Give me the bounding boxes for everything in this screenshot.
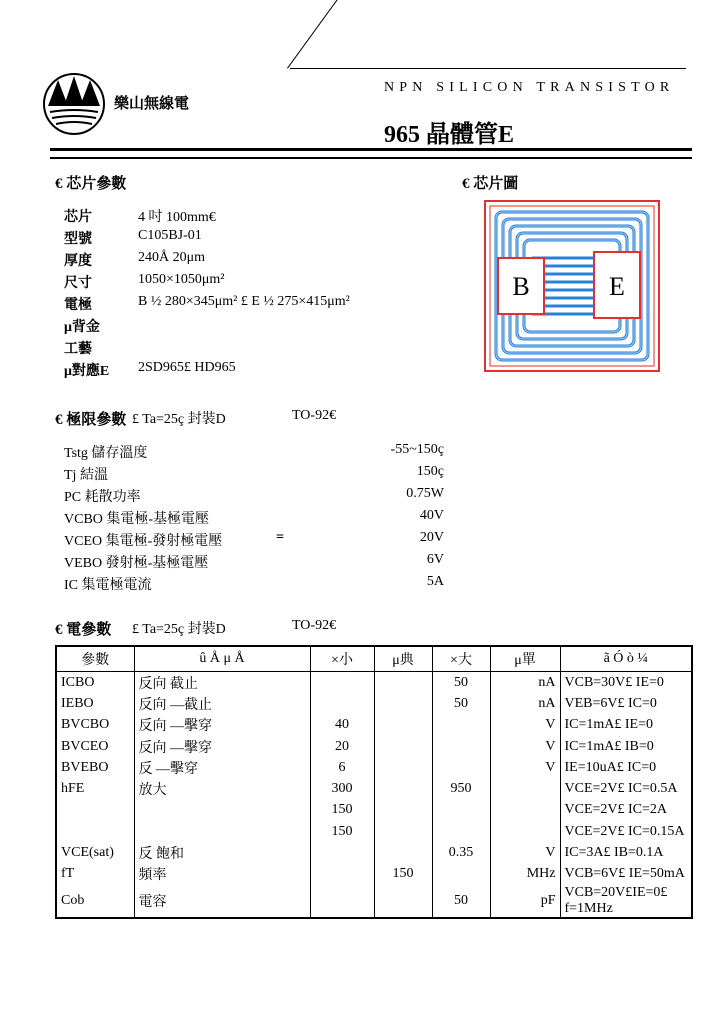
chip-param-label: 電極 bbox=[64, 298, 92, 313]
cell-max: 50 bbox=[432, 672, 490, 694]
chip-param-label: 芯片 bbox=[64, 210, 92, 225]
cell-condition: IC=3A£ IB=0.1A bbox=[560, 842, 692, 863]
model-title: 965 晶體管E bbox=[384, 122, 515, 148]
table-row bbox=[56, 842, 692, 863]
electrical-condition: £ Ta=25ç 封裝D bbox=[132, 622, 226, 637]
cell-max: 50 bbox=[432, 693, 490, 714]
cell-name: 反 飽和 bbox=[134, 842, 310, 863]
chip-param-label: 型號 bbox=[64, 232, 92, 247]
rating-value: 20V bbox=[419, 530, 444, 545]
cell-unit bbox=[490, 800, 560, 821]
divider-thin bbox=[50, 157, 692, 159]
rating-symbol: VCEO 集電極-發射極電壓 bbox=[64, 534, 223, 549]
cell-condition: VCB=6V£ IE=50mA bbox=[560, 864, 692, 885]
chip-param-label: μ背金 bbox=[64, 320, 100, 335]
table-row bbox=[56, 778, 692, 799]
table-row bbox=[56, 800, 692, 821]
cell-param: VCE(sat) bbox=[56, 842, 134, 863]
cell-typ bbox=[374, 821, 432, 842]
cell-typ bbox=[374, 842, 432, 863]
rating-symbol: IC 集電極電流 bbox=[64, 578, 152, 593]
cell-param: BVCEO bbox=[56, 736, 134, 757]
cell-name: 放大 bbox=[134, 778, 310, 799]
table-row bbox=[56, 821, 692, 842]
cell-max bbox=[432, 757, 490, 778]
rating-value: 150ç bbox=[416, 464, 444, 479]
cell-unit bbox=[490, 778, 560, 799]
col-header-max: ×大 bbox=[432, 646, 490, 672]
rating-symbol: Tstg 儲存溫度 bbox=[64, 446, 148, 461]
cell-unit: nA bbox=[490, 672, 560, 694]
chip-param-label: 厚度 bbox=[64, 254, 92, 269]
chip-param-value: C105BJ-01 bbox=[138, 228, 202, 243]
cell-max bbox=[432, 736, 490, 757]
col-header-condition: ã Ó ò ¼ bbox=[560, 646, 692, 672]
cell-name: 反 —擊穿 bbox=[134, 757, 310, 778]
cell-min: 150 bbox=[310, 821, 374, 842]
cell-param: Cob bbox=[56, 885, 134, 918]
cell-max bbox=[432, 800, 490, 821]
rating-mark: = bbox=[276, 530, 284, 545]
cell-max bbox=[432, 821, 490, 842]
cell-max bbox=[432, 864, 490, 885]
col-header-name: û Å μ Å bbox=[134, 646, 310, 672]
cell-name: 頻率 bbox=[134, 864, 310, 885]
cell-max bbox=[432, 715, 490, 736]
rating-value: 40V bbox=[419, 508, 444, 523]
cell-condition: VCE=2V£ IC=2A bbox=[560, 800, 692, 821]
cell-typ bbox=[374, 885, 432, 918]
chip-param-label: 工藝 bbox=[64, 342, 92, 357]
table-row bbox=[56, 885, 692, 918]
cell-condition: IC=1mA£ IB=0 bbox=[560, 736, 692, 757]
chip-diagram-title: € 芯片圖 bbox=[462, 176, 519, 192]
cell-unit: V bbox=[490, 757, 560, 778]
cell-typ bbox=[374, 778, 432, 799]
cell-condition: IC=1mA£ IE=0 bbox=[560, 715, 692, 736]
rating-value: 6V bbox=[426, 552, 444, 567]
cell-name: 反向 —截止 bbox=[134, 693, 310, 714]
rating-symbol: VCBO 集電極-基極電壓 bbox=[64, 512, 210, 527]
cell-condition: VCB=30V£ IE=0 bbox=[560, 672, 692, 694]
cell-typ: 150 bbox=[374, 864, 432, 885]
chip-param-value: 240Å 20μm bbox=[138, 250, 206, 265]
cell-min: 40 bbox=[310, 715, 374, 736]
header-diagonal bbox=[287, 0, 341, 69]
chip-param-value: 4 吋 100mm€ bbox=[138, 210, 216, 225]
cell-condition: VCE=2V£ IC=0.15A bbox=[560, 821, 692, 842]
cell-unit: pF bbox=[490, 885, 560, 918]
cell-min: 300 bbox=[310, 778, 374, 799]
chip-param-label: 尺寸 bbox=[64, 276, 92, 291]
cell-unit: V bbox=[490, 736, 560, 757]
product-subtitle: NPN SILICON TRANSISTOR bbox=[384, 80, 675, 95]
cell-unit: V bbox=[490, 715, 560, 736]
cell-min bbox=[310, 672, 374, 694]
company-logo-icon bbox=[42, 72, 106, 136]
col-header-typ: μ典 bbox=[374, 646, 432, 672]
cell-name bbox=[134, 821, 310, 842]
rating-value: -55~150ç bbox=[390, 442, 444, 457]
cell-param bbox=[56, 821, 134, 842]
cell-typ bbox=[374, 800, 432, 821]
cell-condition: IE=10uA£ IC=0 bbox=[560, 757, 692, 778]
cell-condition: VCB=20V£IE=0£ f=1MHz bbox=[560, 885, 692, 918]
header-line bbox=[290, 68, 686, 69]
cell-unit bbox=[490, 821, 560, 842]
chip-param-value: 1050×1050μm² bbox=[138, 272, 225, 287]
rating-value: 0.75W bbox=[406, 486, 444, 501]
cell-unit: V bbox=[490, 842, 560, 863]
col-header-param: 參數 bbox=[56, 646, 134, 672]
cell-max: 950 bbox=[432, 778, 490, 799]
table-header-row bbox=[56, 646, 692, 672]
cell-typ bbox=[374, 672, 432, 694]
cell-min bbox=[310, 842, 374, 863]
cell-min bbox=[310, 885, 374, 918]
chip-param-value: B ½ 280×345μm² £ E ½ 275×415μm² bbox=[138, 294, 350, 309]
cell-condition: VCE=2V£ IC=0.5A bbox=[560, 778, 692, 799]
ratings-condition: £ Ta=25ç 封裝D bbox=[132, 412, 226, 427]
divider-thick bbox=[50, 148, 692, 151]
cell-typ bbox=[374, 693, 432, 714]
pad-e-label: E bbox=[609, 272, 625, 301]
table-row bbox=[56, 757, 692, 778]
cell-name: 反向 —擊穿 bbox=[134, 715, 310, 736]
cell-param bbox=[56, 800, 134, 821]
cell-param: ICBO bbox=[56, 672, 134, 694]
cell-name: 反向 截止 bbox=[134, 672, 310, 694]
cell-unit: MHz bbox=[490, 864, 560, 885]
col-header-unit: μ單 bbox=[490, 646, 560, 672]
rating-value: 5A bbox=[426, 574, 444, 589]
cell-name: 反向 —擊穿 bbox=[134, 736, 310, 757]
electrical-table bbox=[55, 645, 693, 919]
cell-param: IEBO bbox=[56, 693, 134, 714]
table-row bbox=[56, 693, 692, 714]
cell-param: BVCBO bbox=[56, 715, 134, 736]
table-row bbox=[56, 672, 692, 694]
cell-max: 50 bbox=[432, 885, 490, 918]
cell-min: 20 bbox=[310, 736, 374, 757]
ratings-title: € 極限參數 bbox=[55, 412, 127, 428]
rating-symbol: PC 耗散功率 bbox=[64, 490, 141, 505]
cell-min: 150 bbox=[310, 800, 374, 821]
cell-name: 電容 bbox=[134, 885, 310, 918]
chip-info-title: € 芯片參數 bbox=[55, 176, 127, 192]
chip-param-label: μ對應E bbox=[64, 364, 110, 379]
cell-condition: VEB=6V£ IC=0 bbox=[560, 693, 692, 714]
company-name: 樂山無線電 bbox=[114, 96, 190, 112]
table-row bbox=[56, 736, 692, 757]
cell-param: hFE bbox=[56, 778, 134, 799]
cell-name bbox=[134, 800, 310, 821]
cell-typ bbox=[374, 715, 432, 736]
cell-unit: nA bbox=[490, 693, 560, 714]
cell-param: fT bbox=[56, 864, 134, 885]
cell-param: BVEBO bbox=[56, 757, 134, 778]
ratings-package: TO-92€ bbox=[292, 408, 337, 423]
chip-layout-diagram bbox=[484, 200, 660, 372]
electrical-package: TO-92€ bbox=[292, 618, 337, 633]
rating-symbol: Tj 結溫 bbox=[64, 468, 108, 483]
cell-typ bbox=[374, 757, 432, 778]
cell-min bbox=[310, 864, 374, 885]
table-row bbox=[56, 715, 692, 736]
cell-max: 0.35 bbox=[432, 842, 490, 863]
pad-b-label: B bbox=[512, 272, 530, 301]
table-row bbox=[56, 864, 692, 885]
cell-min bbox=[310, 693, 374, 714]
cell-min: 6 bbox=[310, 757, 374, 778]
electrical-title: € 電參數 bbox=[55, 622, 112, 638]
chip-param-value: 2SD965£ HD965 bbox=[138, 360, 236, 375]
rating-symbol: VEBO 發射極-基極電壓 bbox=[64, 556, 209, 571]
col-header-min: ×小 bbox=[310, 646, 374, 672]
cell-typ bbox=[374, 736, 432, 757]
